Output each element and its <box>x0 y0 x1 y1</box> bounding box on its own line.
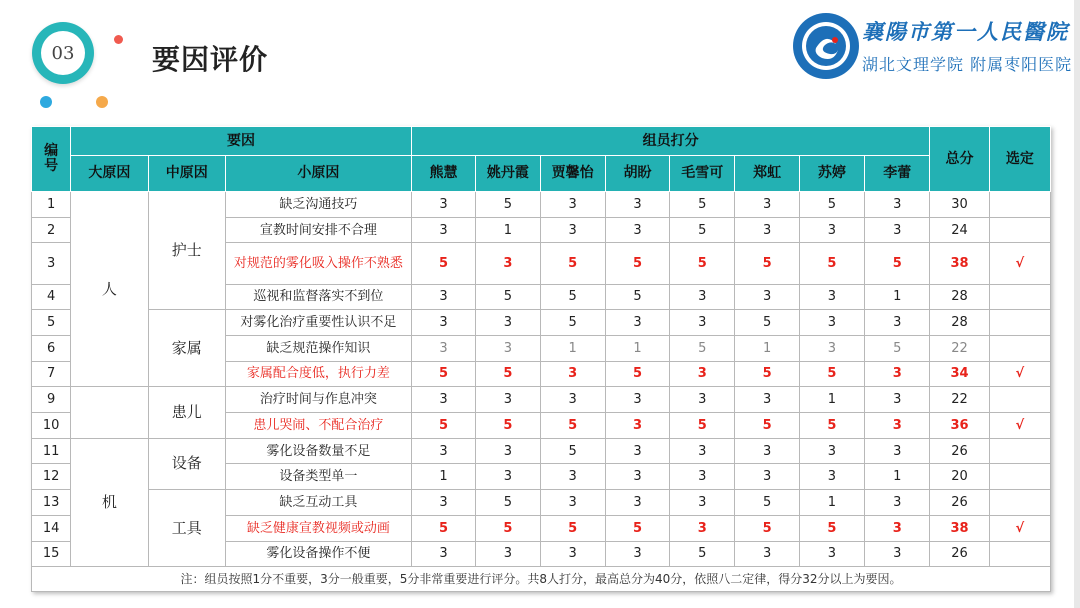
minor-cause-cell: 缺乏沟通技巧 <box>225 192 411 218</box>
total-cell: 24 <box>930 217 989 243</box>
header-total: 总分 <box>930 127 989 192</box>
score-cell: 3 <box>799 464 864 490</box>
score-cell: 5 <box>735 361 799 387</box>
header-member: 贾馨怡 <box>540 156 605 192</box>
total-cell: 38 <box>930 515 989 541</box>
score-cell: 5 <box>735 490 799 516</box>
score-cell: 3 <box>540 490 605 516</box>
row-number: 14 <box>32 515 71 541</box>
minor-cause-cell: 对雾化治疗重要性认识不足 <box>225 310 411 336</box>
row-number: 7 <box>32 361 71 387</box>
table-row <box>32 192 1051 218</box>
row-number: 13 <box>32 490 71 516</box>
score-cell: 3 <box>411 192 475 218</box>
score-cell: 3 <box>670 490 735 516</box>
selected-cell <box>989 490 1050 516</box>
score-cell: 3 <box>540 464 605 490</box>
total-cell: 28 <box>930 310 989 336</box>
minor-cause-cell: 家属配合度低，执行力差 <box>225 361 411 387</box>
score-cell: 5 <box>411 243 475 284</box>
minor-cause-cell: 巡视和监督落实不到位 <box>225 284 411 310</box>
score-cell: 3 <box>476 541 540 567</box>
score-cell: 3 <box>865 387 930 413</box>
score-cell: 3 <box>735 438 799 464</box>
factor-evaluation-table-container <box>31 126 1051 592</box>
score-cell: 5 <box>411 515 475 541</box>
decorative-dot-red <box>114 35 123 44</box>
score-cell: 3 <box>540 387 605 413</box>
score-cell: 3 <box>476 464 540 490</box>
score-cell: 3 <box>605 438 669 464</box>
score-cell: 3 <box>735 284 799 310</box>
score-cell: 3 <box>670 515 735 541</box>
header-major-cause: 大原因 <box>71 156 148 192</box>
minor-cause-cell: 缺乏互动工具 <box>225 490 411 516</box>
score-cell: 5 <box>735 243 799 284</box>
selected-checkmark: √ <box>989 413 1050 439</box>
score-cell: 3 <box>865 217 930 243</box>
score-cell: 3 <box>670 387 735 413</box>
row-number: 11 <box>32 438 71 464</box>
total-cell: 26 <box>930 541 989 567</box>
minor-cause-cell: 设备类型单一 <box>225 464 411 490</box>
score-cell: 3 <box>605 464 669 490</box>
score-cell: 3 <box>476 438 540 464</box>
score-cell: 1 <box>799 490 864 516</box>
hospital-affiliation: 湖北文理学院 附属枣阳医院 <box>862 55 1073 74</box>
score-cell: 3 <box>476 310 540 336</box>
score-cell: 5 <box>476 361 540 387</box>
score-cell: 3 <box>865 438 930 464</box>
total-cell: 22 <box>930 387 989 413</box>
total-cell: 38 <box>930 243 989 284</box>
header-member: 苏婷 <box>799 156 864 192</box>
selected-cell <box>989 387 1050 413</box>
score-cell: 1 <box>540 335 605 361</box>
middle-cause-cell: 设备 <box>148 438 225 489</box>
score-cell: 1 <box>605 335 669 361</box>
selected-cell <box>989 464 1050 490</box>
row-number: 12 <box>32 464 71 490</box>
score-cell: 3 <box>670 464 735 490</box>
header-number: 编号 <box>32 127 71 192</box>
score-cell: 3 <box>670 310 735 336</box>
score-cell: 5 <box>735 413 799 439</box>
score-cell: 5 <box>476 490 540 516</box>
total-cell: 30 <box>930 192 989 218</box>
score-cell: 3 <box>799 438 864 464</box>
minor-cause-cell: 患儿哭闹、不配合治疗 <box>225 413 411 439</box>
hospital-emblem-icon <box>790 10 862 82</box>
header-factor-group: 要因 <box>71 127 412 156</box>
score-cell: 3 <box>411 490 475 516</box>
score-cell: 3 <box>735 387 799 413</box>
row-number: 3 <box>32 243 71 284</box>
score-cell: 3 <box>540 361 605 387</box>
minor-cause-cell: 宣教时间安排不合理 <box>225 217 411 243</box>
score-cell: 5 <box>411 413 475 439</box>
header-member: 毛雪可 <box>670 156 735 192</box>
score-cell: 1 <box>799 387 864 413</box>
section-number: 03 <box>41 31 85 75</box>
score-cell: 3 <box>865 515 930 541</box>
minor-cause-cell: 雾化设备数量不足 <box>225 438 411 464</box>
header-middle-cause: 中原因 <box>148 156 225 192</box>
minor-cause-cell: 治疗时间与作息冲突 <box>225 387 411 413</box>
score-cell: 5 <box>670 192 735 218</box>
score-cell: 5 <box>540 438 605 464</box>
minor-cause-cell: 缺乏规范操作知识 <box>225 335 411 361</box>
score-cell: 3 <box>865 361 930 387</box>
selected-checkmark: √ <box>989 515 1050 541</box>
total-cell: 20 <box>930 464 989 490</box>
score-cell: 3 <box>799 217 864 243</box>
score-cell: 3 <box>735 217 799 243</box>
score-cell: 3 <box>605 310 669 336</box>
selected-cell <box>989 192 1050 218</box>
score-cell: 1 <box>411 464 475 490</box>
score-cell: 5 <box>670 335 735 361</box>
score-cell: 5 <box>540 515 605 541</box>
selected-cell <box>989 217 1050 243</box>
total-cell: 26 <box>930 490 989 516</box>
score-cell: 3 <box>411 541 475 567</box>
score-cell: 5 <box>799 413 864 439</box>
score-cell: 3 <box>540 192 605 218</box>
score-cell: 1 <box>865 284 930 310</box>
total-cell: 26 <box>930 438 989 464</box>
score-cell: 3 <box>865 413 930 439</box>
score-cell: 5 <box>670 243 735 284</box>
middle-cause-cell: 家属 <box>148 310 225 387</box>
score-cell: 5 <box>540 284 605 310</box>
score-cell: 3 <box>411 438 475 464</box>
score-cell: 3 <box>865 192 930 218</box>
score-cell: 5 <box>799 243 864 284</box>
score-cell: 5 <box>670 217 735 243</box>
score-cell: 5 <box>735 515 799 541</box>
header-member: 姚丹霞 <box>476 156 540 192</box>
score-cell: 1 <box>476 217 540 243</box>
score-cell: 3 <box>670 284 735 310</box>
score-cell: 5 <box>476 284 540 310</box>
row-number: 5 <box>32 310 71 336</box>
row-number: 2 <box>32 217 71 243</box>
minor-cause-cell: 对规范的雾化吸入操作不熟悉 <box>225 243 411 284</box>
score-cell: 5 <box>605 284 669 310</box>
major-cause-cell-empty <box>71 387 148 438</box>
table-body <box>32 192 1051 592</box>
middle-cause-cell: 患儿 <box>148 387 225 438</box>
total-cell: 22 <box>930 335 989 361</box>
score-cell: 3 <box>605 192 669 218</box>
row-number: 1 <box>32 192 71 218</box>
score-cell: 3 <box>411 310 475 336</box>
score-cell: 3 <box>605 217 669 243</box>
score-cell: 3 <box>605 387 669 413</box>
header-member: 熊慧 <box>411 156 475 192</box>
score-cell: 5 <box>605 361 669 387</box>
score-cell: 5 <box>670 541 735 567</box>
score-cell: 3 <box>865 490 930 516</box>
table-note-row <box>32 567 1051 592</box>
decorative-dot-orange <box>96 96 108 108</box>
score-cell: 5 <box>735 310 799 336</box>
score-cell: 5 <box>865 335 930 361</box>
score-cell: 3 <box>735 464 799 490</box>
header-minor-cause: 小原因 <box>225 156 411 192</box>
selected-cell <box>989 335 1050 361</box>
table-row <box>32 490 1051 516</box>
table-note: 注：组员按照1分不重要，3分一般重要，5分非常重要进行评分。共8人打分，最高总分为40分，依照八二定律，得分32分以上为要因。 <box>32 567 1051 592</box>
row-number: 10 <box>32 413 71 439</box>
selected-checkmark: √ <box>989 361 1050 387</box>
factor-evaluation-table <box>31 126 1051 592</box>
total-cell: 28 <box>930 284 989 310</box>
score-cell: 5 <box>605 243 669 284</box>
score-cell: 5 <box>799 361 864 387</box>
selected-cell <box>989 541 1050 567</box>
score-cell: 5 <box>411 361 475 387</box>
score-cell: 5 <box>799 192 864 218</box>
minor-cause-cell: 缺乏健康宣教视频或动画 <box>225 515 411 541</box>
right-edge-bar <box>1074 0 1080 608</box>
score-cell: 3 <box>411 217 475 243</box>
selected-cell <box>989 310 1050 336</box>
score-cell: 3 <box>799 284 864 310</box>
total-cell: 36 <box>930 413 989 439</box>
score-cell: 5 <box>476 192 540 218</box>
section-number-badge <box>32 22 94 84</box>
hospital-name: 襄陽市第一人民醫院 <box>862 19 1069 44</box>
total-cell: 34 <box>930 361 989 387</box>
major-cause-cell: 人 <box>71 192 148 387</box>
middle-cause-cell: 护士 <box>148 192 225 310</box>
score-cell: 3 <box>670 438 735 464</box>
score-cell: 3 <box>540 541 605 567</box>
score-cell: 3 <box>799 335 864 361</box>
header-row-2 <box>32 156 1051 192</box>
score-cell: 5 <box>540 243 605 284</box>
score-cell: 3 <box>476 387 540 413</box>
table-row <box>32 438 1051 464</box>
score-cell: 5 <box>476 515 540 541</box>
score-cell: 5 <box>605 515 669 541</box>
score-cell: 1 <box>865 464 930 490</box>
score-cell: 3 <box>411 387 475 413</box>
header-member: 李蕾 <box>865 156 930 192</box>
score-cell: 3 <box>476 335 540 361</box>
score-cell: 1 <box>735 335 799 361</box>
decorative-dot-blue <box>40 96 52 108</box>
minor-cause-cell: 雾化设备操作不便 <box>225 541 411 567</box>
major-cause-cell: 机 <box>71 438 148 567</box>
table-row <box>32 387 1051 413</box>
header-member: 胡盼 <box>605 156 669 192</box>
header-score-group: 组员打分 <box>411 127 930 156</box>
header-selected: 选定 <box>989 127 1050 192</box>
score-cell: 3 <box>476 243 540 284</box>
row-number: 4 <box>32 284 71 310</box>
score-cell: 3 <box>605 413 669 439</box>
row-number: 9 <box>32 387 71 413</box>
score-cell: 3 <box>670 361 735 387</box>
score-cell: 3 <box>411 284 475 310</box>
hospital-logo <box>790 10 1073 86</box>
score-cell: 5 <box>799 515 864 541</box>
score-cell: 3 <box>865 310 930 336</box>
table-row <box>32 310 1051 336</box>
selected-cell <box>989 438 1050 464</box>
row-number: 6 <box>32 335 71 361</box>
header-member: 郑虹 <box>735 156 799 192</box>
score-cell: 5 <box>540 310 605 336</box>
score-cell: 3 <box>799 310 864 336</box>
score-cell: 5 <box>476 413 540 439</box>
score-cell: 3 <box>799 541 864 567</box>
score-cell: 3 <box>735 541 799 567</box>
score-cell: 3 <box>605 541 669 567</box>
page-title: 要因评价 <box>152 43 269 76</box>
score-cell: 3 <box>540 217 605 243</box>
row-number: 15 <box>32 541 71 567</box>
header-row-1 <box>32 127 1051 156</box>
score-cell: 5 <box>865 243 930 284</box>
score-cell: 5 <box>540 413 605 439</box>
score-cell: 3 <box>605 490 669 516</box>
selected-checkmark: √ <box>989 243 1050 284</box>
score-cell: 3 <box>411 335 475 361</box>
score-cell: 3 <box>735 192 799 218</box>
score-cell: 3 <box>865 541 930 567</box>
middle-cause-cell: 工具 <box>148 490 225 567</box>
selected-cell <box>989 284 1050 310</box>
score-cell: 5 <box>670 413 735 439</box>
